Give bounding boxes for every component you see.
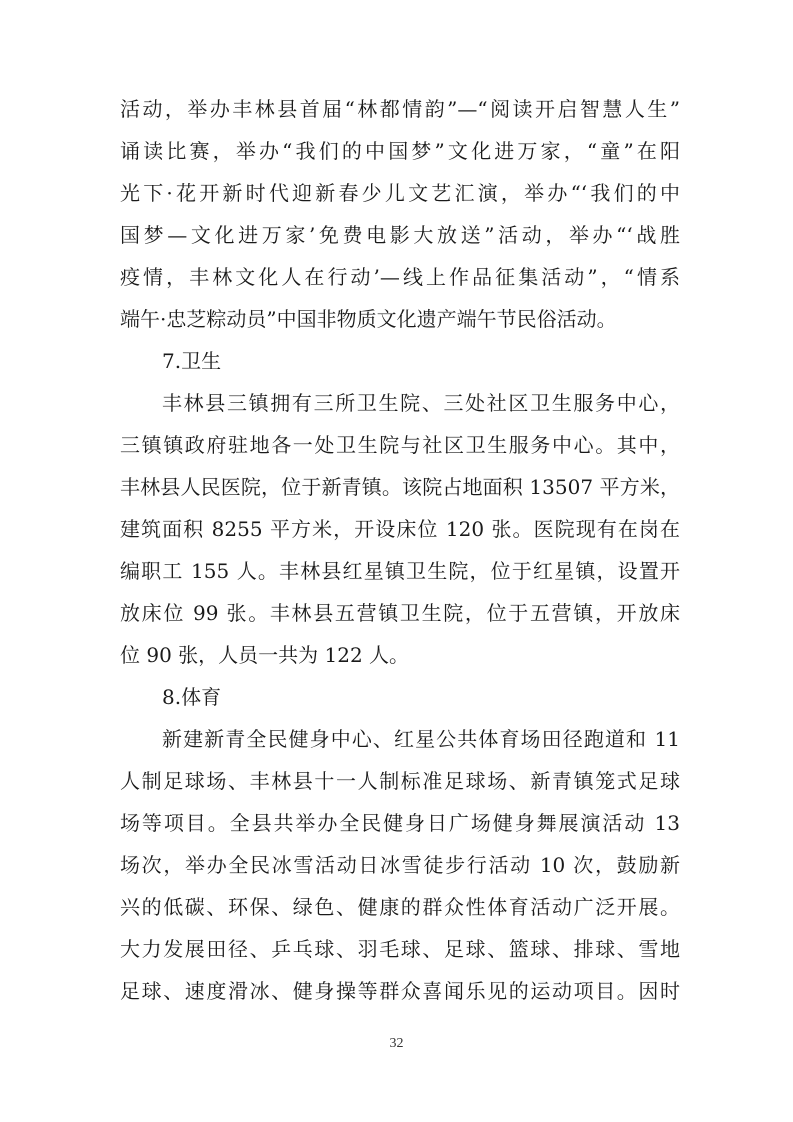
text-line: 大力发展田径、乒乓球、羽毛球、足球、篮球、排球、雪地: [120, 937, 680, 961]
text-line: 放床位 99 张。丰林县五营镇卫生院，位于五营镇，开放床: [120, 601, 680, 625]
text-line: 三镇镇政府驻地各一处卫生院与社区卫生服务中心。其中，: [120, 433, 680, 457]
text-line: 端午·忠芝粽动员”中国非物质文化遗产端午节民俗活动。: [120, 307, 617, 331]
text-line: 丰林县人民医院，位于新青镇。该院占地面积 13507 平方米，: [120, 475, 680, 499]
text-line: 国梦—文化进万家’免费电影大放送”活动，举办“‘战胜: [120, 223, 680, 247]
text-line: 兴的低碳、环保、绿色、健康的群众性体育活动广泛开展。: [120, 895, 680, 919]
text-line: 人制足球场、丰林县十一人制标准足球场、新青镇笼式足球: [120, 769, 680, 793]
paragraph-health: [120, 382, 680, 676]
text-line: 丰林县三镇拥有三所卫生院、三处社区卫生服务中心，: [162, 391, 680, 415]
text-line: 疫情，丰林文化人在行动’—线上作品征集活动”，“情系: [120, 265, 680, 289]
page-number: 32: [389, 1036, 404, 1051]
text-line: 诵读比赛，举办“我们的中国梦”文化进万家，“童”在阳: [120, 139, 680, 163]
text-line: 活动，举办丰林县首届“林都情韵”—“阅读开启智慧人生”: [120, 97, 680, 121]
body-text: [120, 88, 680, 1012]
text-line: 场等项目。全县共举办全民健身日广场健身舞展演活动 13: [120, 811, 680, 835]
section-heading-sports: 8.体育: [162, 685, 222, 709]
text-line: 光下·花开新时代迎新春少儿文艺汇演，举办“‘我们的中: [120, 181, 680, 205]
paragraph-sports: [120, 718, 680, 1012]
text-line: 编职工 155 人。丰林县红星镇卫生院，位于红星镇，设置开: [120, 559, 680, 583]
text-line: 位 90 张，人员一共为 122 人。: [120, 643, 410, 667]
section-heading-health: 7.卫生: [162, 349, 222, 373]
text-line: 新建新青全民健身中心、红星公共体育场田径跑道和 11: [162, 727, 680, 751]
paragraph-culture-continued: [120, 88, 680, 340]
text-line: 场次，举办全民冰雪活动日冰雪徒步行活动 10 次，鼓励新: [120, 853, 680, 877]
text-line: 建筑面积 8255 平方米，开设床位 120 张。医院现有在岗在: [120, 517, 680, 541]
text-line: 足球、速度滑冰、健身操等群众喜闻乐见的运动项目。因时: [120, 979, 680, 1003]
